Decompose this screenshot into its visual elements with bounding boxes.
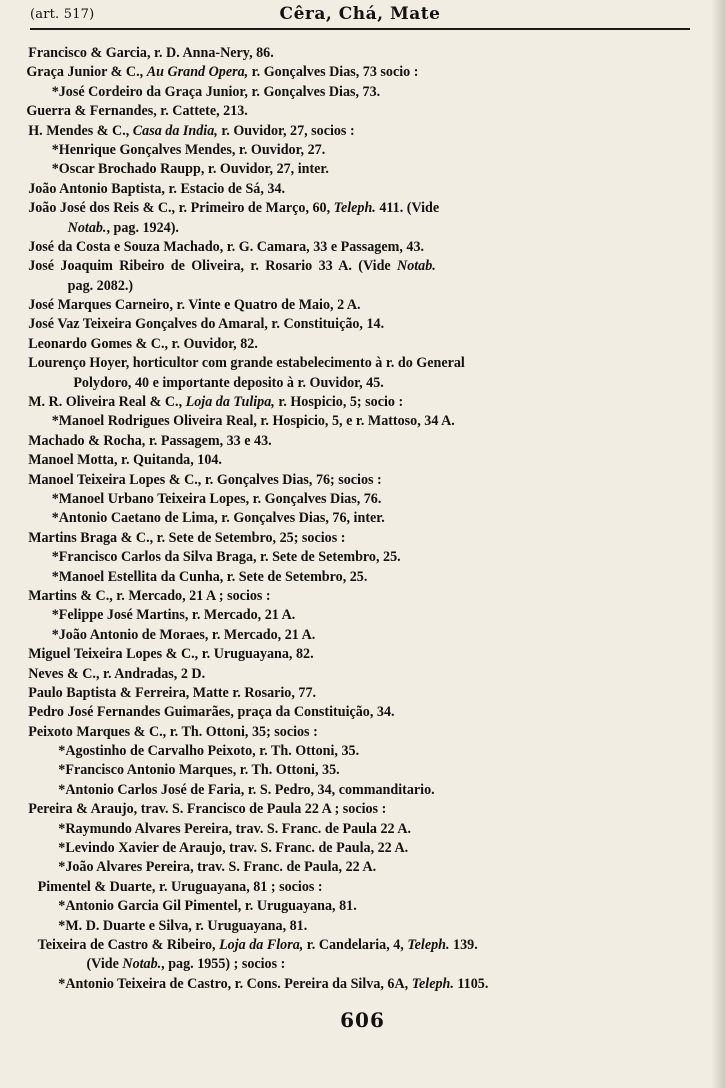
entry-italic-text: Notab. bbox=[397, 258, 436, 275]
entry-italic-text: Au Grand Opera, bbox=[146, 64, 249, 81]
entry-line bbox=[0, 354, 682, 373]
entry-text: Pimentel & Duarte, r. Uruguayana, 81 ; socios : bbox=[37, 878, 323, 895]
entry-text: *Oscar Brochado Raupp, r. Ouvidor, 27, inter. bbox=[51, 161, 329, 178]
entry-text: Pereira & Araujo, trav. S. Francisco de Paula 22 A ; socios : bbox=[28, 801, 387, 818]
entry-text: *Antonio Caetano de Lima, r. Gonçalves Dias, 76, inter. bbox=[51, 510, 385, 527]
entry-line bbox=[0, 471, 682, 490]
entry-line bbox=[0, 238, 682, 257]
page-edge-shadow bbox=[711, 0, 725, 1088]
entry-text: Miguel Teixeira Lopes & C., r. Uruguayana, 82. bbox=[28, 646, 314, 663]
entry-text: Polydoro, 40 e importante deposito à r. Ouvidor, 45. bbox=[73, 374, 384, 391]
entry-line bbox=[0, 626, 682, 645]
entry-text: José Joaquim Ribeiro de Oliveira, r. Rosario 33 A. (Vide bbox=[28, 258, 398, 275]
entry-text: Martins & C., r. Mercado, 21 A ; socios : bbox=[28, 587, 271, 604]
entry-text: Machado & Rocha, r. Passagem, 33 e 43. bbox=[28, 432, 272, 449]
entry-text: João José dos Reis & C., r. Primeiro de Março, 60, bbox=[28, 200, 334, 217]
entry-text: Graça Junior & C., bbox=[26, 64, 147, 81]
entry-italic-text: Notab. bbox=[122, 956, 162, 973]
entry-text: Teixeira de Castro & Ribeiro, bbox=[37, 936, 220, 953]
entry-text: , pag. 1955) ; socios : bbox=[161, 956, 286, 973]
entry-line bbox=[0, 432, 682, 451]
entry-text: Manoel Motta, r. Quitanda, 104. bbox=[28, 452, 222, 469]
entry-text: *Manoel Rodrigues Oliveira Real, r. Hospicio, 5, e r. Mattoso, 34 A. bbox=[51, 413, 455, 430]
entry-text: r. Ouvidor, 27, socios : bbox=[217, 122, 355, 139]
entry-line bbox=[0, 897, 682, 916]
entry-text: r. Gonçalves Dias, 73 socio : bbox=[248, 64, 419, 81]
entry-italic-text: Notab. bbox=[67, 219, 107, 236]
entry-line bbox=[0, 839, 682, 858]
entry-text: *Francisco Carlos da Silva Braga, r. Sete de Setembro, 25. bbox=[51, 549, 401, 566]
entry-line bbox=[0, 277, 682, 296]
entry-italic-text: Casa da India, bbox=[132, 122, 218, 139]
entry-line bbox=[0, 374, 682, 393]
entry-text: *Felippe José Martins, r. Mercado, 21 A. bbox=[51, 607, 296, 624]
entry-text: *Raymundo Alvares Pereira, trav. S. Franc. de Paula 22 A. bbox=[58, 820, 412, 837]
entry-text: *Levindo Xavier de Araujo, trav. S. Franc. de Paula, 22 A. bbox=[58, 840, 409, 857]
entry-text: *Agostinho de Carvalho Peixoto, r. Th. Ottoni, 35. bbox=[58, 743, 360, 760]
entry-text: Pedro José Fernandes Guimarães, praça da Constituição, 34. bbox=[28, 704, 395, 721]
entry-line bbox=[0, 800, 682, 819]
entry-text: r. Hospicio, 5; socio : bbox=[274, 394, 404, 411]
directory-entries bbox=[0, 44, 725, 994]
entry-line bbox=[0, 509, 682, 528]
entry-line bbox=[0, 257, 682, 276]
entry-line bbox=[0, 548, 682, 567]
page-header bbox=[30, 4, 690, 30]
entry-line bbox=[0, 296, 682, 315]
entry-text: Paulo Baptista & Ferreira, Matte r. Rosario, 77. bbox=[28, 684, 317, 701]
entry-line bbox=[0, 83, 682, 102]
entry-line bbox=[0, 568, 682, 587]
entry-text: *Manoel Urbano Teixeira Lopes, r. Gonçalves Dias, 76. bbox=[51, 490, 382, 507]
entry-line bbox=[0, 684, 682, 703]
entry-text: Manoel Teixeira Lopes & C., r. Gonçalves Dias, 76; socios : bbox=[28, 471, 382, 488]
entry-text: Martins Braga & C., r. Sete de Setembro, 25; socios : bbox=[28, 529, 346, 546]
entry-text: 1105. bbox=[453, 975, 489, 992]
entry-text: José Marques Carneiro, r. Vinte e Quatro de Maio, 2 A. bbox=[28, 297, 361, 314]
entry-line bbox=[0, 102, 682, 121]
article-reference: (art. 517) bbox=[30, 7, 95, 22]
entry-line bbox=[0, 451, 682, 470]
entry-text: *Antonio Teixeira de Castro, r. Cons. Pereira da Silva, 6A, bbox=[58, 975, 412, 992]
entry-line bbox=[0, 44, 682, 63]
entry-italic-text: Teleph. bbox=[411, 975, 454, 992]
entry-italic-text: Teleph. bbox=[407, 936, 450, 953]
entry-line bbox=[0, 878, 682, 897]
entry-line bbox=[0, 122, 682, 141]
entry-text: r. Candelaria, 4, bbox=[303, 936, 408, 953]
entry-text: pag. 2082.) bbox=[67, 277, 134, 294]
page-title: Cêra, Chá, Mate bbox=[279, 4, 441, 24]
entry-line bbox=[0, 160, 682, 179]
entry-text: Leonardo Gomes & C., r. Ouvidor, 82. bbox=[28, 335, 258, 352]
entry-line bbox=[0, 141, 682, 160]
entry-italic-text: Loja da Tulipa, bbox=[185, 394, 275, 411]
entry-text: *João Antonio de Moraes, r. Mercado, 21 A. bbox=[51, 626, 316, 643]
entry-line bbox=[0, 665, 682, 684]
entry-line bbox=[0, 917, 682, 936]
entry-text: *Antonio Carlos José de Faria, r. S. Pedro, 34, commanditario. bbox=[58, 781, 435, 798]
entry-text: 411. (Vide bbox=[375, 200, 440, 217]
entry-text: *Henrique Gonçalves Mendes, r. Ouvidor, 27. bbox=[51, 141, 326, 158]
entry-line bbox=[0, 781, 682, 800]
entry-line bbox=[0, 761, 682, 780]
entry-text: Neves & C., r. Andradas, 2 D. bbox=[28, 665, 206, 682]
entry-text: , pag. 1924). bbox=[106, 219, 179, 236]
entry-line bbox=[0, 820, 682, 839]
entry-text: (Vide bbox=[86, 956, 123, 973]
entry-line bbox=[0, 490, 682, 509]
entry-text: *Manoel Estellita da Cunha, r. Sete de Setembro, 25. bbox=[51, 568, 368, 585]
entry-text: José Vaz Teixeira Gonçalves do Amaral, r. Constituição, 14. bbox=[28, 316, 385, 333]
entry-line bbox=[0, 219, 682, 238]
entry-line bbox=[0, 955, 682, 974]
entry-text: Guerra & Fernandes, r. Cattete, 213. bbox=[26, 103, 248, 120]
entry-line bbox=[0, 529, 682, 548]
entry-text: João Antonio Baptista, r. Estacio de Sá, 34. bbox=[28, 180, 286, 197]
entry-text: *Francisco Antonio Marques, r. Th. Ottoni, 35. bbox=[58, 762, 340, 779]
entry-text: 139. bbox=[449, 936, 478, 953]
entry-text: H. Mendes & C., bbox=[28, 122, 133, 139]
entry-italic-text: Loja da Flora, bbox=[219, 936, 304, 953]
entry-italic-text: Teleph. bbox=[333, 200, 376, 217]
entry-text: *Antonio Garcia Gil Pimentel, r. Uruguayana, 81. bbox=[58, 898, 357, 915]
entry-line bbox=[0, 315, 682, 334]
entry-line bbox=[0, 587, 682, 606]
entry-line bbox=[0, 936, 682, 955]
entry-line bbox=[0, 335, 682, 354]
entry-line bbox=[0, 645, 682, 664]
entry-text: *João Alvares Pereira, trav. S. Franc. de Paula, 22 A. bbox=[58, 859, 377, 876]
entry-line bbox=[0, 606, 682, 625]
entry-line bbox=[0, 703, 682, 722]
entry-text: Francisco & Garcia, r. D. Anna-Nery, 86. bbox=[28, 45, 274, 61]
entry-text: Lourenço Hoyer, horticultor com grande estabelecimento à r. do General bbox=[28, 355, 465, 372]
entry-text: José da Costa e Souza Machado, r. G. Camara, 33 e Passagem, 43. bbox=[28, 238, 425, 255]
entry-line bbox=[0, 393, 682, 412]
page-number: 606 bbox=[340, 1008, 385, 1032]
entry-line bbox=[0, 199, 682, 218]
entry-text: Peixoto Marques & C., r. Th. Ottoni, 35; socios : bbox=[28, 723, 318, 740]
entry-line bbox=[0, 742, 682, 761]
entry-line bbox=[0, 975, 682, 994]
entry-text: *M. D. Duarte e Silva, r. Uruguayana, 81. bbox=[58, 917, 308, 934]
entry-line bbox=[0, 63, 682, 82]
entry-line bbox=[0, 412, 682, 431]
entry-text: M. R. Oliveira Real & C., bbox=[28, 394, 186, 411]
entry-line bbox=[0, 180, 682, 199]
entry-text: *José Cordeiro da Graça Junior, r. Gonçalves Dias, 73. bbox=[51, 83, 381, 100]
entry-line bbox=[0, 858, 682, 877]
entry-line bbox=[0, 723, 682, 742]
